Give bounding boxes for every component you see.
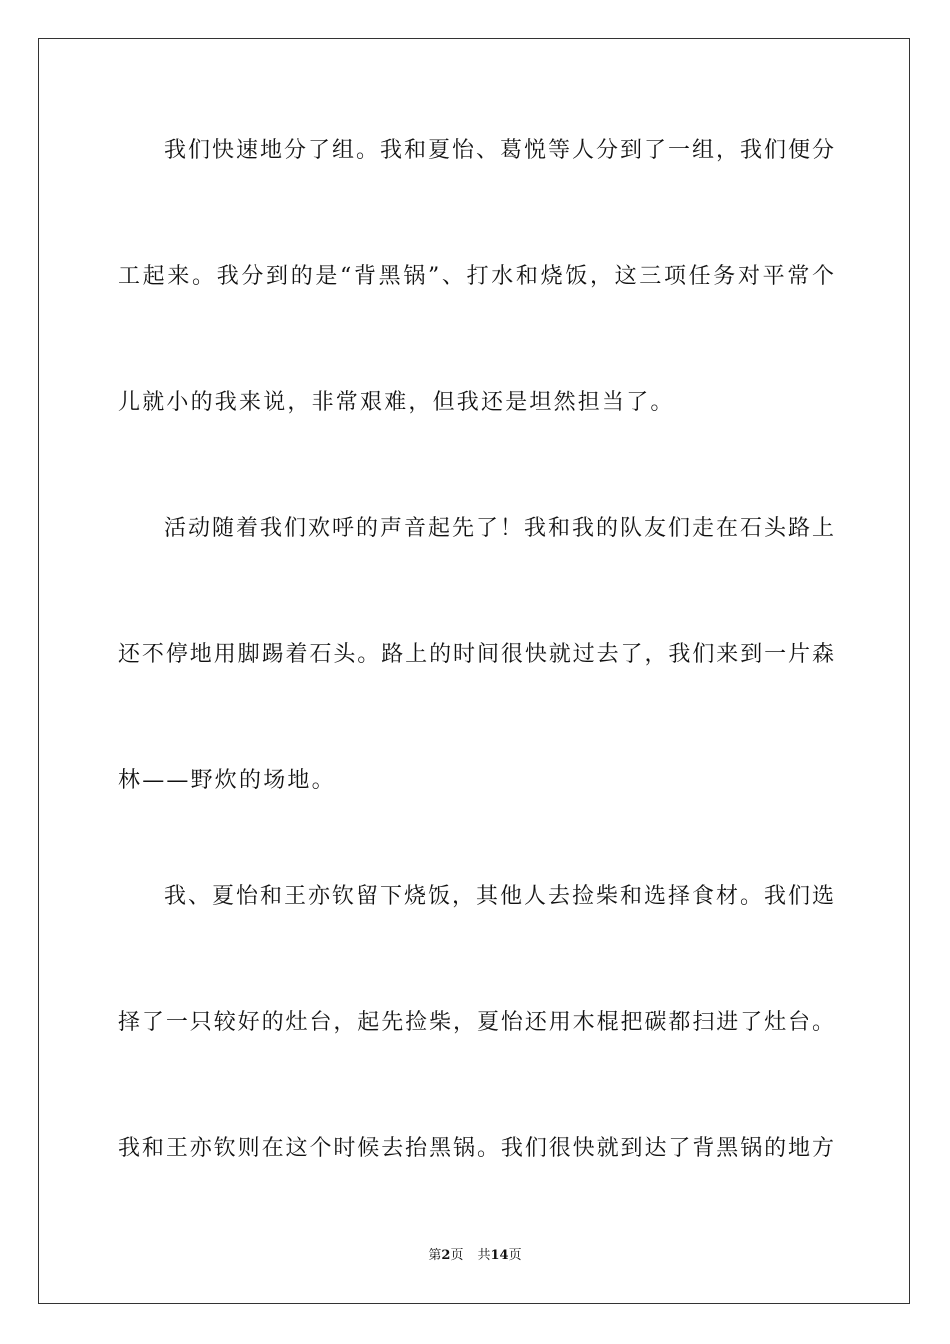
paragraph-1-line-3: 儿就小的我来说，非常艰难，但我还是坦然担当了。 <box>118 390 675 415</box>
page-footer <box>0 1248 950 1264</box>
paragraph-1-line-1: 我们快速地分了组。我和夏怡、葛悦等人分到了一组，我们便分 <box>164 138 834 163</box>
page-prefix: 第 <box>428 1248 442 1263</box>
total-suffix: 页 <box>508 1248 522 1263</box>
page-frame <box>38 38 910 1304</box>
page-number: 2 <box>441 1248 451 1263</box>
paragraph-2-line-3: 林——野炊的场地。 <box>118 768 336 793</box>
paragraph-2-line-1: 活动随着我们欢呼的声音起先了！我和我的队友们走在石头路上 <box>164 516 834 541</box>
paragraph-3-line-3: 我和王亦钦则在这个时候去抬黑锅。我们很快就到达了背黑锅的地方 <box>118 1136 834 1161</box>
paragraph-1-line-2: 工起来。我分到的是“背黑锅”、打水和烧饭，这三项任务对平常个 <box>118 264 834 289</box>
paragraph-3-line-2: 择了一只较好的灶台，起先捡柴，夏怡还用木棍把碳都扫进了灶台。 <box>118 1010 834 1035</box>
total-prefix: 共 <box>477 1248 491 1263</box>
total-pages: 14 <box>490 1248 509 1263</box>
paragraph-2-line-2: 还不停地用脚踢着石头。路上的时间很快就过去了，我们来到一片森 <box>118 642 834 667</box>
page-suffix: 页 <box>450 1248 464 1263</box>
paragraph-3-line-1: 我、夏怡和王亦钦留下烧饭，其他人去捡柴和选择食材。我们选 <box>164 884 834 909</box>
